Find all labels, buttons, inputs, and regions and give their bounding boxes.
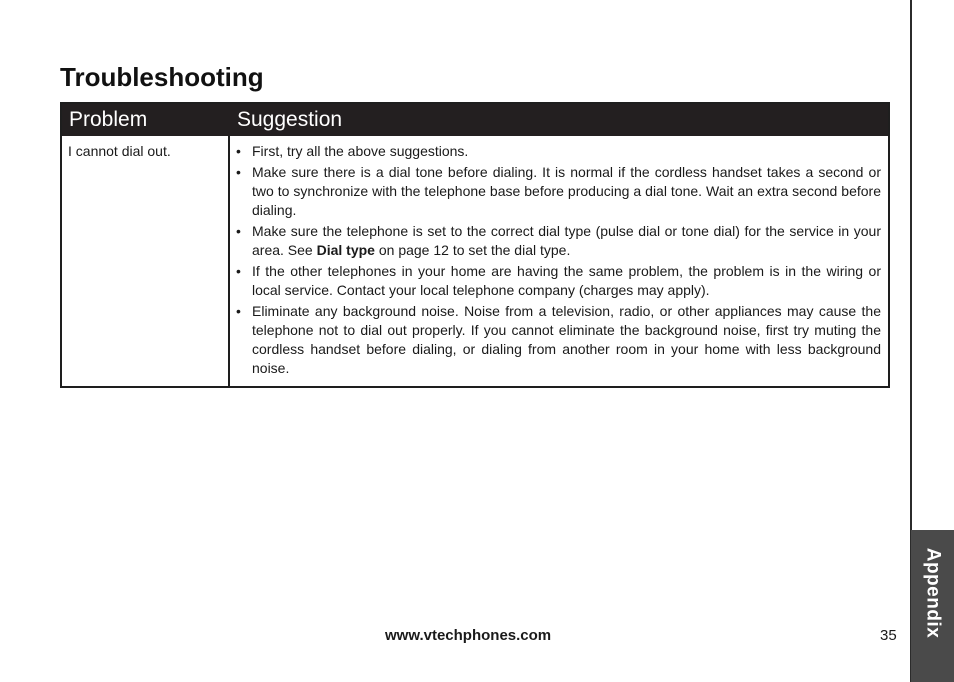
troubleshooting-table bbox=[60, 102, 890, 388]
dial-type-reference: Dial type bbox=[316, 242, 375, 258]
suggestion-item bbox=[236, 163, 881, 220]
appendix-tab-label-wrapper bbox=[911, 530, 954, 655]
bullet-icon: • bbox=[236, 223, 241, 239]
problem-cell: I cannot dial out. bbox=[62, 136, 230, 386]
bullet-icon: • bbox=[236, 164, 241, 180]
suggestion-item bbox=[236, 222, 881, 260]
suggestion-item bbox=[236, 262, 881, 300]
bullet-icon: • bbox=[236, 303, 241, 319]
suggestion-list bbox=[236, 142, 881, 378]
suggestion-text: If the other telephones in your home are having the same problem, the problem is in the wiring or local service. Contact your local telephone company (charges may apply). bbox=[252, 263, 881, 298]
bullet-icon: • bbox=[236, 143, 241, 159]
page-title: Troubleshooting bbox=[60, 62, 264, 92]
table-header-row bbox=[62, 104, 888, 136]
header-suggestion: Suggestion bbox=[237, 108, 343, 131]
footer-website: www.vtechphones.com bbox=[385, 627, 552, 644]
suggestion-text: First, try all the above suggestions. bbox=[252, 143, 469, 159]
suggestion-cell bbox=[230, 136, 888, 386]
suggestion-text-before: Make sure the telephone is set to the correct dial type (pulse dial or tone dial) for the service in your area. See bbox=[252, 223, 881, 258]
suggestion-text: Eliminate any background noise. Noise from a television, radio, or other appliances may cause the telephone not to dial out properly. If you cannot eliminate the background noise, first try muting the cordless handset before dialing, or dialing from another room in your home with less background noise. bbox=[252, 303, 881, 376]
table-row bbox=[62, 136, 888, 386]
suggestion-item bbox=[236, 302, 881, 378]
bullet-icon: • bbox=[236, 263, 241, 279]
suggestion-text-after: on page 12 to set the dial type. bbox=[374, 242, 571, 258]
page-number: 35 bbox=[880, 627, 897, 644]
suggestion-item bbox=[236, 142, 881, 161]
appendix-tab-label: Appendix bbox=[922, 547, 944, 638]
suggestion-text: Make sure there is a dial tone before dialing. It is normal if the cordless handset takes a second or two to synchronize with the telephone base before producing a dial tone. Wait an extra second before dialing. bbox=[252, 164, 881, 218]
header-problem: Problem bbox=[69, 108, 148, 131]
